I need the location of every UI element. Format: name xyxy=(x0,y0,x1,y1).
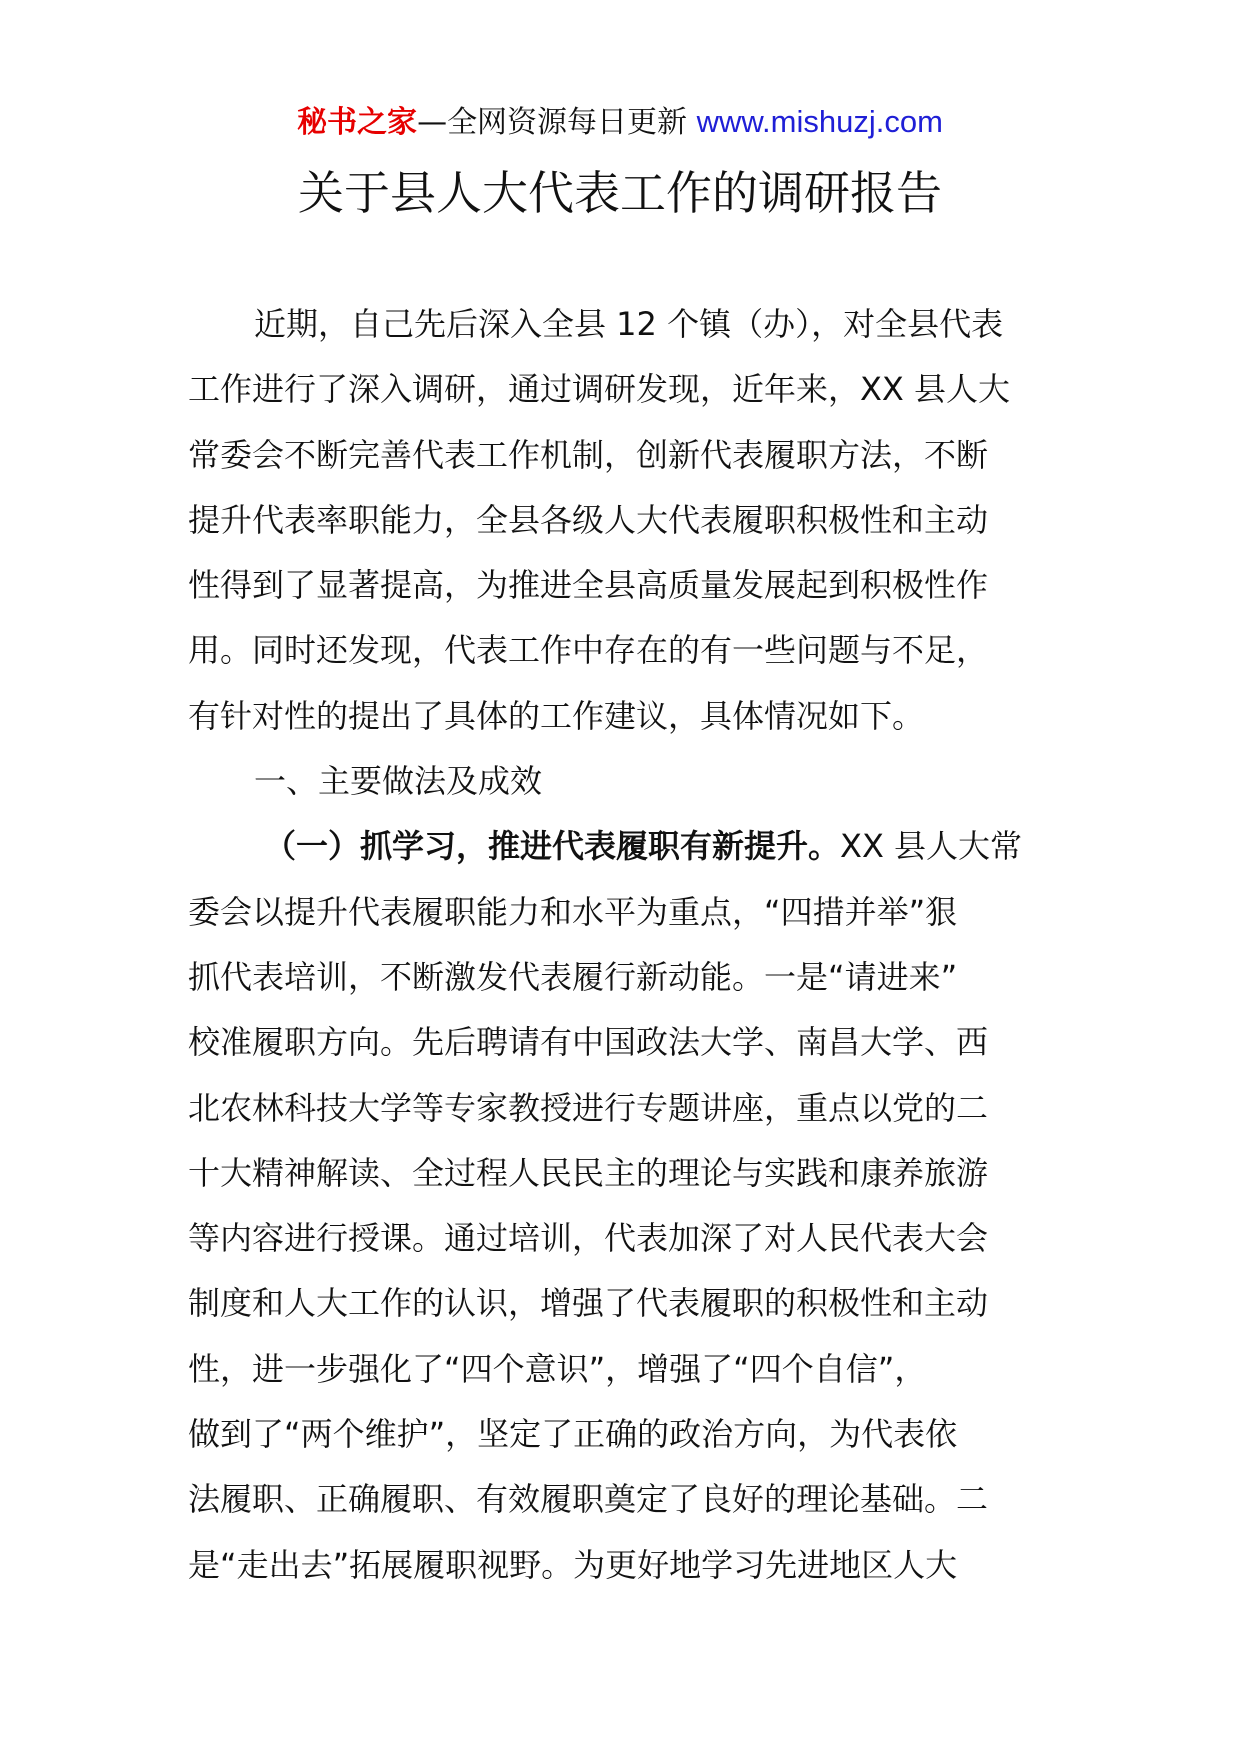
paragraph-line: 委会以提升代表履职能力和水平为重点，“四措并举”狠 xyxy=(188,892,958,931)
paragraph-line: 工作进行了深入调研，通过调研发现，近年来，XX 县人大 xyxy=(188,370,1011,409)
paragraph-line: 提升代表率职能力，全县各级人大代表履职积极性和主动 xyxy=(188,500,989,539)
subsection-text: XX 县人大常 xyxy=(840,827,1023,866)
paragraph-line: 用。同时还发现，代表工作中存在的有一些问题与不足， xyxy=(188,631,989,670)
document-body xyxy=(188,292,1048,1598)
paragraph-line: 性，进一步强化了“四个意识”，增强了“四个自信”， xyxy=(188,1349,927,1388)
banner-tagline: —全网资源每日更新 xyxy=(417,105,697,140)
paragraph-line: 有针对性的提出了具体的工作建议，具体情况如下。 xyxy=(188,696,925,735)
document-title: 关于县人大代表工作的调研报告 xyxy=(298,166,942,220)
site-banner xyxy=(0,100,1240,145)
subsection-line xyxy=(188,814,1048,879)
paragraph-line: 十大精神解读、全过程人民民主的理论与实践和康养旅游 xyxy=(188,1153,989,1192)
brand-name: 秘书之家 xyxy=(297,105,418,140)
paragraph-line: 做到了“两个维护”，坚定了正确的政治方向，为代表依 xyxy=(188,1415,958,1454)
paragraph-line: 抓代表培训，不断激发代表履行新动能。一是“请进来” xyxy=(188,957,958,996)
paragraph-line: 制度和人大工作的认识，增强了代表履职的积极性和主动 xyxy=(188,1284,989,1323)
paragraph-line: 北农林科技大学等专家教授进行专题讲座，重点以党的二 xyxy=(188,1088,989,1127)
paragraph-line: 法履职、正确履职、有效履职奠定了良好的理论基础。二 xyxy=(188,1480,989,1519)
paragraph-line: 等内容进行授课。通过培训，代表加深了对人民代表大会 xyxy=(188,1219,989,1258)
paragraph-line: 校准履职方向。先后聘请有中国政法大学、南昌大学、西 xyxy=(188,1023,989,1062)
subsection-heading: （一）抓学习，推进代表履职有新提升。 xyxy=(264,827,841,866)
paragraph-line: 性得到了显著提高，为推进全县高质量发展起到积极性作 xyxy=(188,566,989,605)
paragraph-line: 是“走出去”拓展履职视野。为更好地学习先进地区人大 xyxy=(188,1545,958,1584)
site-url-link[interactable]: www.mishuzj.com xyxy=(696,104,943,139)
paragraph-line: 近期，自己先后深入全县 12 个镇（办），对全县代表 xyxy=(254,305,1004,343)
section-heading: 一、主要做法及成效 xyxy=(254,762,543,801)
paragraph-line: 常委会不断完善代表工作机制，创新代表履职方法，不断 xyxy=(188,435,989,474)
